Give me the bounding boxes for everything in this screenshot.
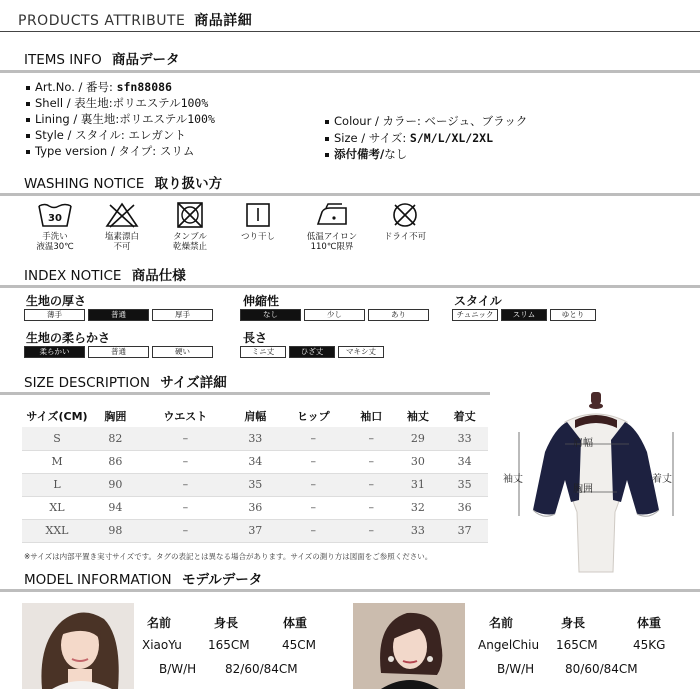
info-type-version: Type version / タイプ: スリム xyxy=(26,143,194,159)
table-row xyxy=(22,473,488,496)
hand-wash-30-icon xyxy=(37,202,73,228)
model-weight-value: 45KG xyxy=(633,638,666,652)
size-col-header: 袖口 xyxy=(360,410,383,423)
wash-label-no-bleach: 塩素漂白 不可 xyxy=(104,232,139,252)
size-title-en: SIZE DESCRIPTION xyxy=(24,375,150,391)
items-info-bar xyxy=(0,70,700,73)
model-bwh-label: B/W/H xyxy=(159,662,197,676)
wash-item-no-tumble xyxy=(155,202,225,252)
index-option-selected: ひざ丈 xyxy=(289,346,335,358)
index-group-length xyxy=(240,346,384,358)
table-cell: 31 xyxy=(395,473,442,496)
table-cell: M xyxy=(22,450,92,473)
items-info-title-en: ITEMS INFO xyxy=(24,52,102,68)
model-label-weight: 体重 xyxy=(637,616,662,630)
index-option: 硬い xyxy=(152,346,213,358)
line-dry-icon xyxy=(243,202,273,228)
table-cell: XXL xyxy=(22,519,92,542)
diagram-label-sleeve: 袖丈 xyxy=(503,474,523,485)
table-cell: 37 xyxy=(441,519,488,542)
items-info-title xyxy=(24,48,180,68)
size-bar xyxy=(0,392,490,395)
table-cell: 30 xyxy=(395,450,442,473)
table-cell: – xyxy=(279,496,348,519)
table-cell: – xyxy=(348,496,395,519)
no-dry-clean-icon xyxy=(390,202,420,228)
info-remarks: 添付備考/なし xyxy=(325,146,407,162)
wash-item-no-dry-clean xyxy=(370,202,440,242)
wash-label-no-tumble: タンブル 乾燥禁止 xyxy=(172,232,207,252)
table-cell: – xyxy=(348,450,395,473)
index-group-length-title: 長さ xyxy=(243,331,268,345)
size-col-header: ヒップ xyxy=(296,410,330,423)
size-col-header: 袖丈 xyxy=(406,410,429,423)
washing-title xyxy=(24,172,222,192)
size-table xyxy=(22,405,488,543)
table-cell: L xyxy=(22,473,92,496)
table-row xyxy=(22,427,488,450)
table-cell: 98 xyxy=(92,519,139,542)
model-title-en: MODEL INFORMATION xyxy=(24,572,172,588)
washing-bar xyxy=(0,193,700,196)
table-cell: – xyxy=(279,450,348,473)
table-row xyxy=(22,519,488,542)
index-option: 厚手 xyxy=(152,309,213,321)
table-cell: S xyxy=(22,427,92,450)
index-option: ミニ丈 xyxy=(240,346,286,358)
size-title-jp: サイズ詳細 xyxy=(160,375,227,391)
header-rule xyxy=(0,31,700,32)
table-cell: – xyxy=(139,496,232,519)
size-title xyxy=(24,371,227,391)
model-bwh-label: B/W/H xyxy=(497,662,535,676)
table-cell: – xyxy=(279,473,348,496)
index-group-softness-title: 生地の柔らかさ xyxy=(26,331,111,345)
diagram-label-shoulder: 肩幅 xyxy=(573,438,593,449)
info-shell: Shell / 表生地:ポリエステル100% xyxy=(26,95,208,111)
table-cell: – xyxy=(279,519,348,542)
table-cell: 33 xyxy=(395,519,442,542)
model-bar xyxy=(0,589,700,592)
model-height-value: 165CM xyxy=(208,638,250,652)
table-row xyxy=(22,450,488,473)
index-option: マキシ丈 xyxy=(338,346,384,358)
index-group-style xyxy=(452,309,596,321)
page-title-en: PRODUCTS ATTRIBUTE xyxy=(18,13,186,29)
table-cell: – xyxy=(139,473,232,496)
model-height-value: 165CM xyxy=(556,638,598,652)
index-group-softness xyxy=(24,346,213,358)
table-cell: – xyxy=(348,473,395,496)
wash-item-low-iron xyxy=(297,202,367,252)
index-option: 薄手 xyxy=(24,309,85,321)
model-label-height: 身長 xyxy=(561,616,586,630)
table-cell: 33 xyxy=(441,427,488,450)
index-option-selected: スリム xyxy=(501,309,547,321)
model-bwh-value: 82/60/84CM xyxy=(225,662,298,676)
model-name-value: AngelChiu xyxy=(478,638,540,652)
size-col-header: 肩幅 xyxy=(244,410,267,423)
wash-label-hand-wash: 手洗い 液温30℃ xyxy=(36,232,74,252)
wash-item-line-dry xyxy=(223,202,293,242)
table-cell: 36 xyxy=(441,496,488,519)
index-option-selected: 普通 xyxy=(88,309,149,321)
table-cell: – xyxy=(139,427,232,450)
page-title-jp: 商品詳細 xyxy=(194,13,253,29)
wash-item-no-bleach xyxy=(87,202,157,252)
model-label-name: 名前 xyxy=(147,616,172,630)
wash-label-no-dry-clean: ドライ不可 xyxy=(383,232,427,242)
model-name-value: XiaoYu xyxy=(142,638,182,652)
info-size: Size / サイズ: S/M/L/XL/2XL xyxy=(325,130,493,146)
index-group-stretch xyxy=(240,309,429,321)
table-cell: – xyxy=(348,427,395,450)
size-col-header: 胸囲 xyxy=(104,410,127,423)
table-cell: 82 xyxy=(92,427,139,450)
wash-item-hand-wash xyxy=(20,202,90,252)
model-photo-angelchiu xyxy=(353,603,465,689)
low-iron-icon xyxy=(314,202,350,228)
index-group-thickness-title: 生地の厚さ xyxy=(26,294,87,308)
model-label-height: 身長 xyxy=(214,616,239,630)
diagram-label-chest: 胸囲 xyxy=(573,484,593,495)
model-label-weight: 体重 xyxy=(283,616,308,630)
info-art-no: Art.No. / 番号: sfn88086 xyxy=(26,79,172,95)
index-bar xyxy=(0,285,700,288)
diagram-label-length: 着丈 xyxy=(652,474,672,485)
model-label-name: 名前 xyxy=(489,616,514,630)
index-option: ゆとり xyxy=(550,309,596,321)
table-cell: – xyxy=(139,450,232,473)
washing-title-en: WASHING NOTICE xyxy=(24,176,145,192)
table-cell: 35 xyxy=(232,473,279,496)
table-cell: – xyxy=(279,427,348,450)
table-cell: 94 xyxy=(92,496,139,519)
svg-text:30: 30 xyxy=(48,213,62,224)
table-cell: 35 xyxy=(441,473,488,496)
size-col-header: 着丈 xyxy=(453,410,476,423)
index-option: あり xyxy=(368,309,429,321)
wash-label-low-iron: 低温アイロン 110℃限界 xyxy=(306,232,358,252)
washing-title-jp: 取り扱い方 xyxy=(154,176,223,192)
index-option-selected: なし xyxy=(240,309,301,321)
table-cell: 29 xyxy=(395,427,442,450)
info-lining: Lining / 裏生地:ポリエステル100% xyxy=(26,111,215,127)
model-weight-value: 45CM xyxy=(282,638,317,652)
size-table-header xyxy=(22,405,488,427)
model-title-jp: モデルデータ xyxy=(181,572,263,588)
no-tumble-dry-icon xyxy=(175,202,205,228)
no-bleach-icon xyxy=(105,202,139,228)
size-col-header: ウエスト xyxy=(163,410,208,423)
size-note: ※サイズは内部平置き実寸サイズです。タグの表記とは異なる場合があります。サイズの測り方は図面をご参照ください。 xyxy=(24,552,433,561)
model-bwh-value: 80/60/84CM xyxy=(565,662,638,676)
model-photo-xiaoyu xyxy=(22,603,134,689)
table-cell: 37 xyxy=(232,519,279,542)
index-group-stretch-title: 伸縮性 xyxy=(243,294,280,308)
page-title xyxy=(18,10,252,30)
index-title-jp: 商品仕様 xyxy=(131,268,186,284)
size-col-header: サイズ(CM) xyxy=(26,410,88,423)
index-option: チュニック xyxy=(452,309,498,321)
info-style: Style / スタイル: エレガント xyxy=(26,127,186,143)
table-cell: 86 xyxy=(92,450,139,473)
index-option-selected: 柔らかい xyxy=(24,346,85,358)
table-row xyxy=(22,496,488,519)
table-cell: 32 xyxy=(395,496,442,519)
index-group-style-title: スタイル xyxy=(454,294,502,308)
index-option: 少し xyxy=(304,309,365,321)
table-cell: XL xyxy=(22,496,92,519)
table-cell: – xyxy=(139,519,232,542)
index-option: 普通 xyxy=(88,346,149,358)
table-cell: 34 xyxy=(232,450,279,473)
table-cell: – xyxy=(348,519,395,542)
table-cell: 33 xyxy=(232,427,279,450)
table-cell: 90 xyxy=(92,473,139,496)
info-colour: Colour / カラー: ベージュ、ブラック xyxy=(325,113,527,129)
table-cell: 36 xyxy=(232,496,279,519)
wash-label-line-dry: つり干し xyxy=(240,232,275,242)
index-title-en: INDEX NOTICE xyxy=(24,268,122,284)
index-group-thickness xyxy=(24,309,213,321)
index-title xyxy=(24,264,186,284)
table-cell: 34 xyxy=(441,450,488,473)
items-info-title-jp: 商品データ xyxy=(112,52,180,68)
model-title xyxy=(24,568,262,588)
